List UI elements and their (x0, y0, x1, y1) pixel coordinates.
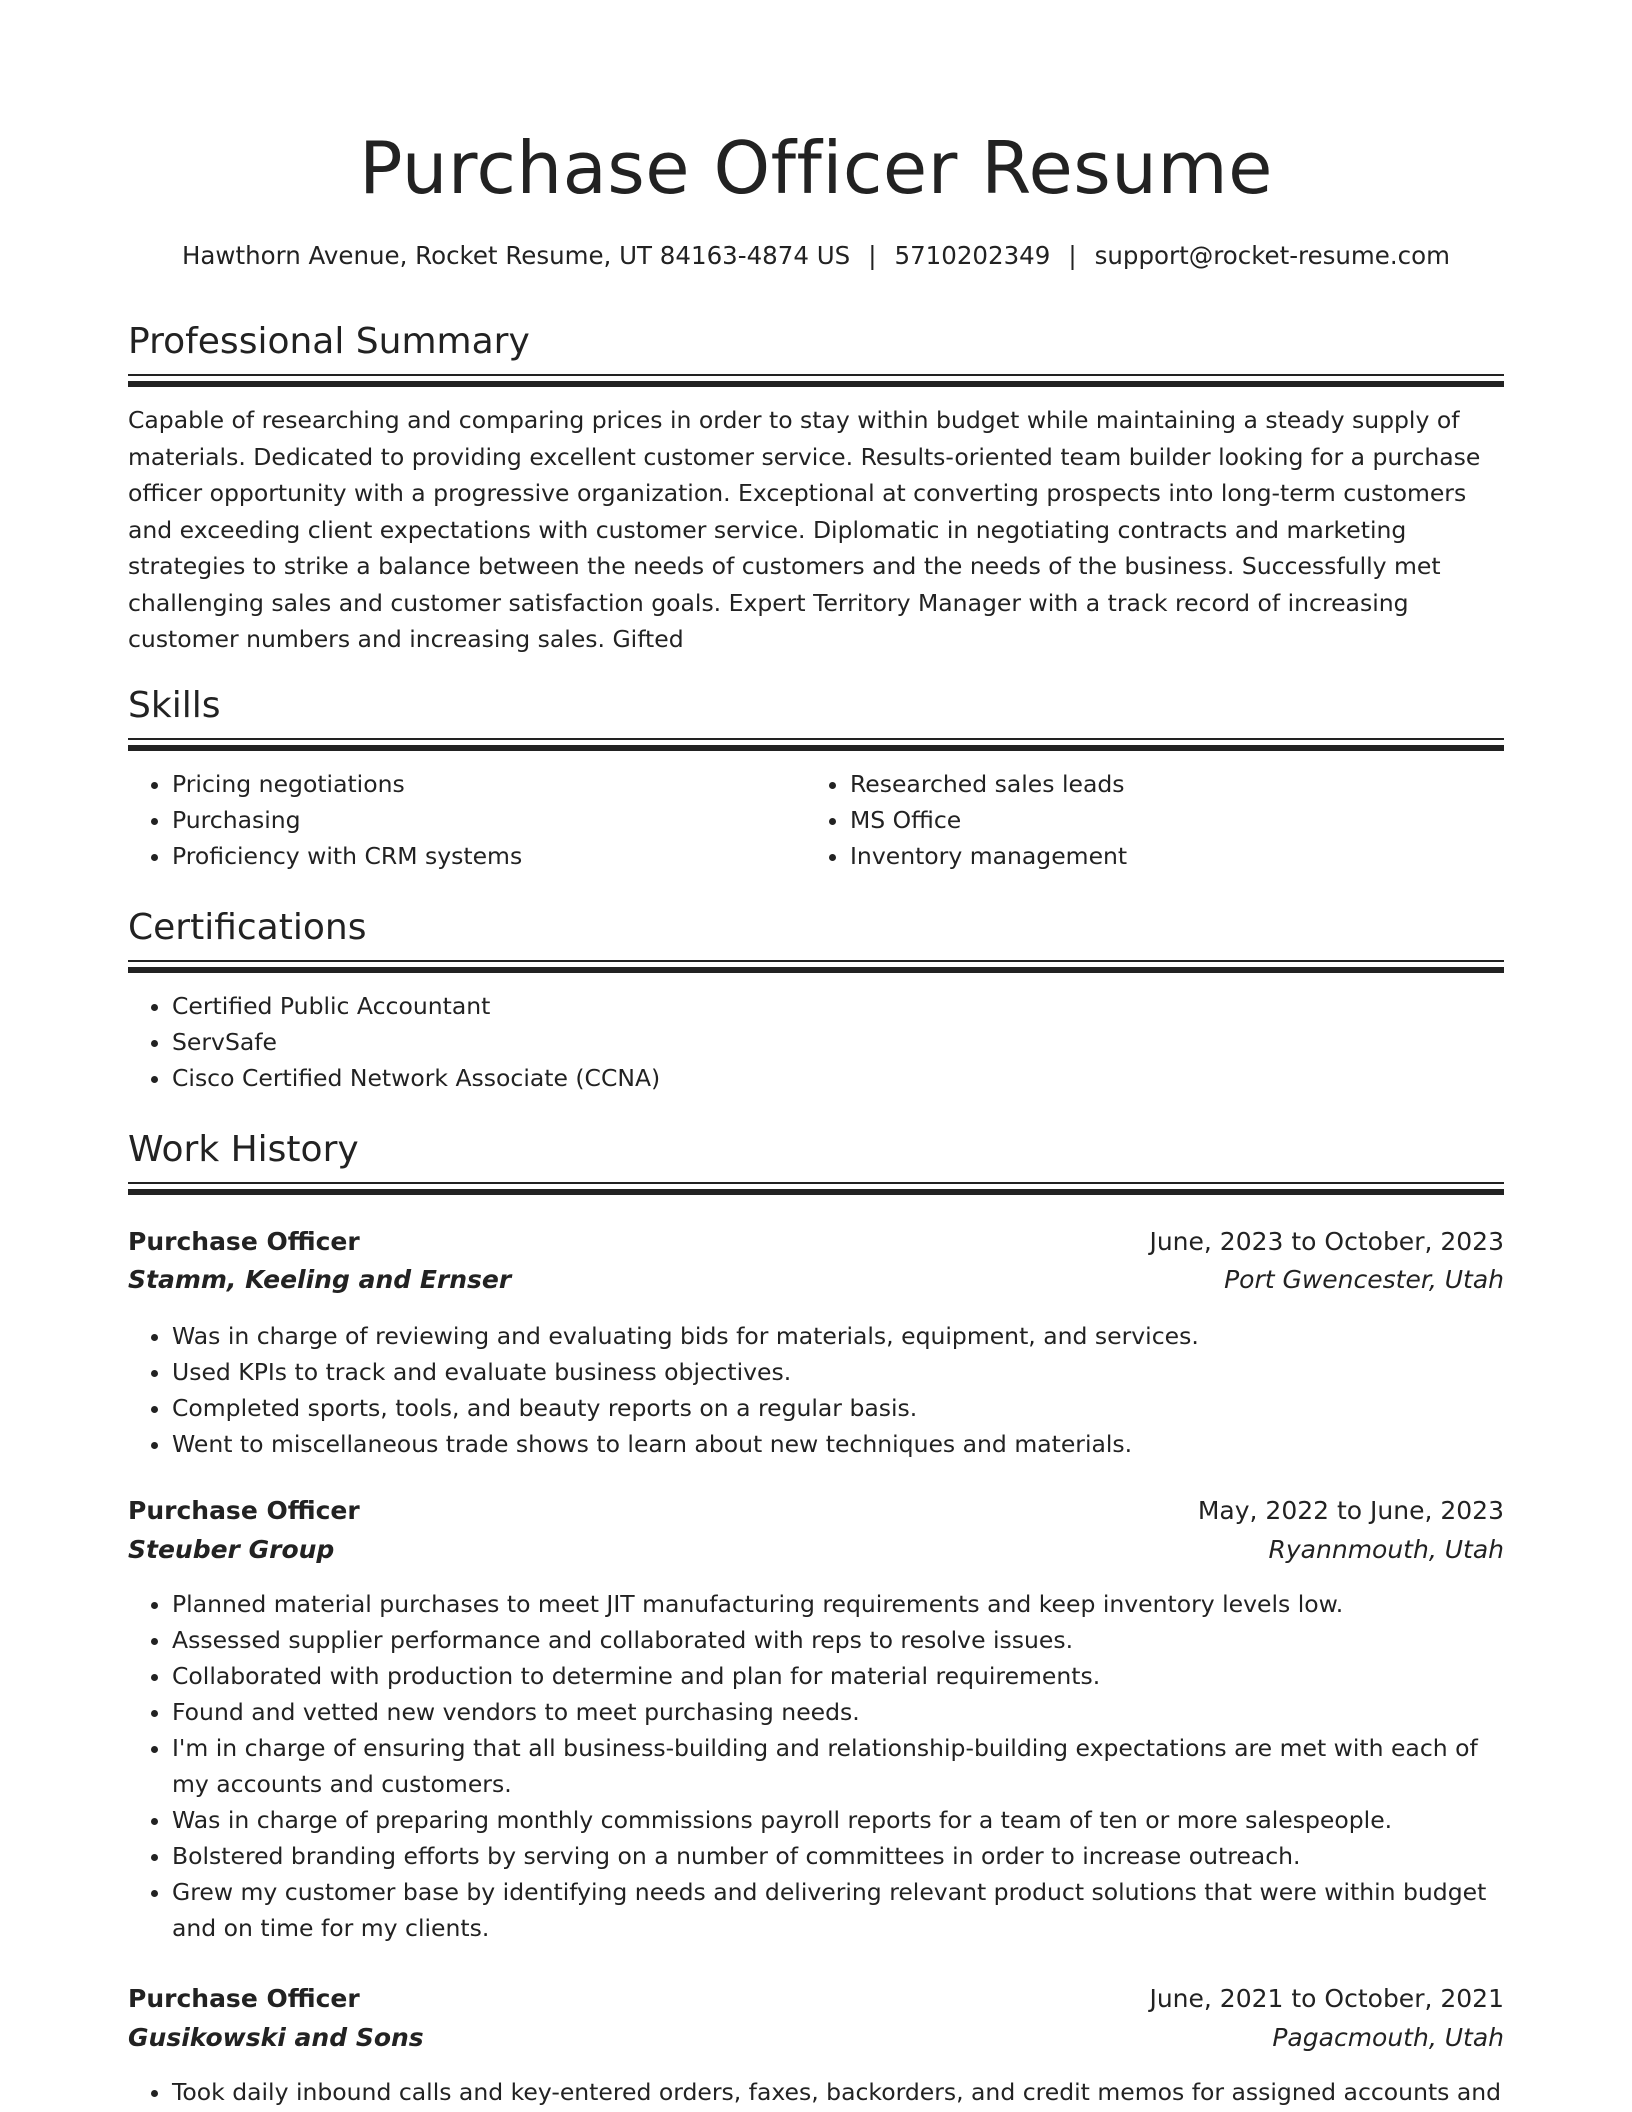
contact-email[interactable]: support@rocket-resume.com (1094, 241, 1450, 270)
skill-item: • Inventory management (850, 838, 1490, 874)
section-heading-work-history: Work History (128, 1129, 359, 1170)
job-duty-item: • Assessed supplier performance and collaborated with reps to resolve issues. (172, 1622, 1504, 1658)
job-duty-item: • Grew my customer base by identifying needs and delivering relevant product solutions that were within budget and on time for my clients. (172, 1874, 1504, 1946)
job-company: Stamm, Keeling and Ernser (128, 1265, 512, 1294)
section-heading-skills: Skills (128, 685, 221, 726)
skills-list-right (806, 766, 1490, 874)
skill-item: • Researched sales leads (850, 766, 1490, 802)
section-rule-thin (128, 738, 1504, 740)
job-duty-item: • Took daily inbound calls and key-entered orders, faxes, backorders, and credit memos for assigned accounts and (172, 2074, 1504, 2110)
contact-phone: 5710202349 (894, 241, 1051, 270)
certification-item: • Cisco Certified Network Associate (CCNA) (172, 1060, 1504, 1096)
job-title: Purchase Officer (128, 1227, 360, 1256)
section-rule-thick (128, 967, 1504, 973)
job-duty-item: • Went to miscellaneous trade shows to learn about new techniques and materials. (172, 1426, 1504, 1462)
skill-item: • Pricing negotiations (172, 766, 812, 802)
job-duty-item: • I'm in charge of ensuring that all business-building and relationship-building expectations are met with each of my accounts and customers. (172, 1730, 1504, 1802)
job-duty-item: • Found and vetted new vendors to meet purchasing needs. (172, 1694, 1504, 1730)
job-duty-item: • Was in charge of reviewing and evaluating bids for materials, equipment, and services. (172, 1318, 1504, 1354)
certification-item: • ServSafe (172, 1024, 1504, 1060)
job-company: Steuber Group (128, 1535, 335, 1564)
skill-item: • Purchasing (172, 802, 812, 838)
certification-item: • Certified Public Accountant (172, 988, 1504, 1024)
summary-text: Capable of researching and comparing prices in order to stay within budget while maintaining a steady supply of materials. Dedicated to providing excellent customer service. Results-oriented team builder looking for a purchase officer opportunity with a progressive organization. Exceptional at converting prospects into long-term customers and exceeding client expectations with customer service. Diplomatic in negotiating contracts and marketing strategies to strike a balance between the needs of customers and the needs of the business. Successfully met challenging sales and customer satisfaction goals. Expert Territory Manager with a track record of increasing customer numbers and increasing sales. Gifted (128, 406, 1481, 653)
job-duties-list (128, 1318, 1504, 1462)
section-rule-thin (128, 1182, 1504, 1184)
job-title: Purchase Officer (128, 1496, 360, 1525)
job-duties-list (128, 1586, 1504, 1946)
job-duty-item: • Bolstered branding efforts by serving on a number of committees in order to increase outreach. (172, 1838, 1504, 1874)
contact-address: Hawthorn Avenue, Rocket Resume, UT 84163-4874 US (182, 241, 851, 270)
contact-line (128, 236, 1504, 276)
job-dates: May, 2022 to June, 2023 (1197, 1496, 1504, 1525)
skill-item: • MS Office (850, 802, 1490, 838)
contact-separator: | (1068, 241, 1077, 270)
section-heading-summary: Professional Summary (128, 321, 530, 362)
job-title: Purchase Officer (128, 1984, 360, 2013)
job-duty-item: • Was in charge of preparing monthly commissions payroll reports for a team of ten or more salespeople. (172, 1802, 1504, 1838)
job-duty-item: • Used KPIs to track and evaluate business objectives. (172, 1354, 1504, 1390)
job-duty-item: • Collaborated with production to determine and plan for material requirements. (172, 1658, 1504, 1694)
section-rule-thin (128, 374, 1504, 376)
section-rule-thin (128, 960, 1504, 962)
job-dates: June, 2021 to October, 2021 (1149, 1984, 1504, 2013)
job-duties-list (128, 2074, 1504, 2110)
job-company: Gusikowski and Sons (128, 2023, 424, 2052)
job-duty-item: • Completed sports, tools, and beauty reports on a regular basis. (172, 1390, 1504, 1426)
job-duty-item: • Planned material purchases to meet JIT manufacturing requirements and keep inventory levels low. (172, 1586, 1504, 1622)
section-rule-thick (128, 381, 1504, 387)
skills-list-left (128, 766, 812, 874)
section-heading-certifications: Certifications (128, 907, 367, 948)
contact-separator: | (868, 241, 877, 270)
job-location: Pagacmouth, Utah (1272, 2023, 1504, 2052)
skill-item: • Proficiency with CRM systems (172, 838, 812, 874)
section-rule-thick (128, 1189, 1504, 1195)
section-rule-thick (128, 745, 1504, 751)
resume-title: Purchase Officer Resume (359, 126, 1273, 210)
job-location: Ryannmouth, Utah (1268, 1535, 1504, 1564)
job-dates: June, 2023 to October, 2023 (1149, 1227, 1504, 1256)
certifications-list (128, 988, 1504, 1096)
job-location: Port Gwencester, Utah (1224, 1265, 1504, 1294)
